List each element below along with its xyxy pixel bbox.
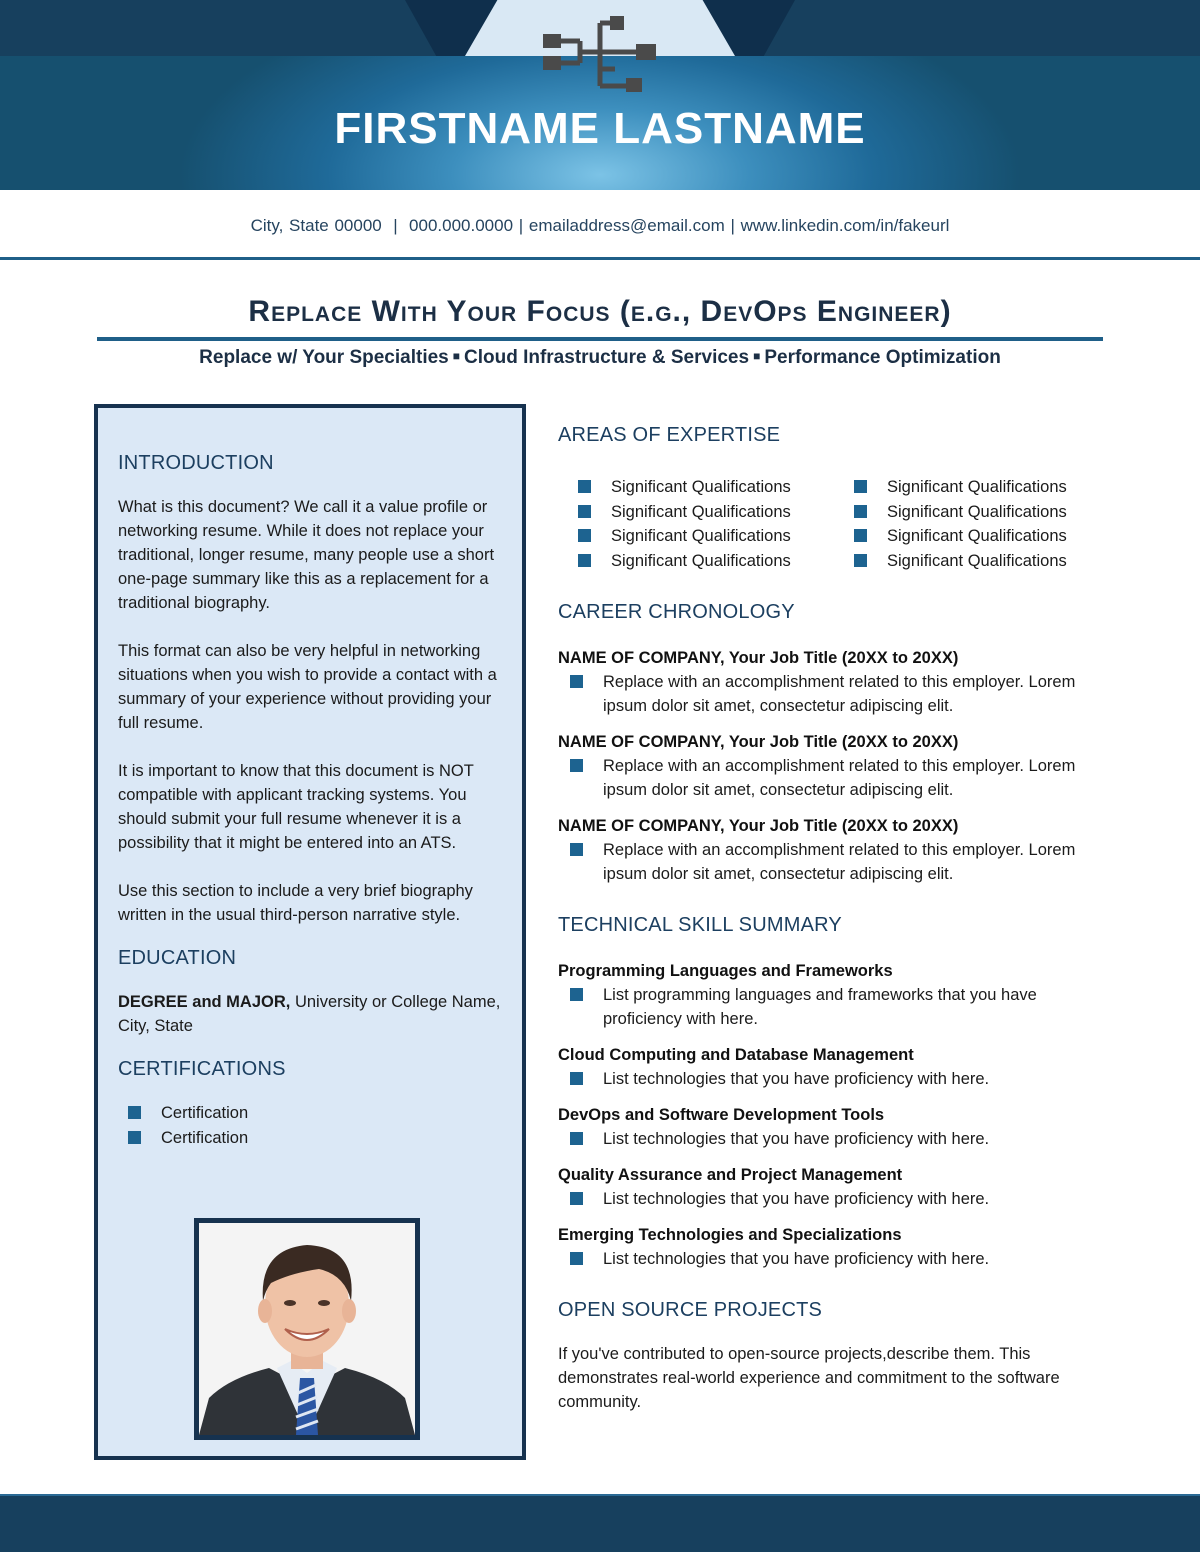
- expertise-item: Significant Qualifications: [834, 524, 1118, 549]
- bullet-square-icon: [570, 675, 583, 688]
- career-heading: CAREER CHRONOLOGY: [558, 601, 795, 623]
- specialty-item: Performance Optimization: [764, 347, 1001, 368]
- portrait-illustration: [199, 1223, 415, 1435]
- certification-item: Certification: [118, 1101, 503, 1126]
- open-source-heading: OPEN SOURCE PROJECTS: [558, 1299, 823, 1321]
- specialty-item: Replace w/ Your Specialties: [199, 347, 449, 368]
- skill-group-title: Quality Assurance and Project Management: [558, 1166, 903, 1184]
- job-entry: [558, 646, 1118, 718]
- skill-group-title: DevOps and Software Development Tools: [558, 1106, 885, 1124]
- bullet-square-icon: [570, 843, 583, 856]
- main-content-column: [558, 424, 1118, 1414]
- skill-bullet: List technologies that you have proficiency with here.: [558, 1127, 1118, 1151]
- expertise-grid: [558, 475, 1118, 573]
- footer-band: [0, 1496, 1200, 1552]
- expertise-item: Significant Qualifications: [558, 524, 834, 549]
- bullet-square-icon: [570, 1192, 583, 1205]
- job-title-line: NAME OF COMPANY, Your Job Title (20XX to 20XX): [558, 649, 959, 667]
- contact-divider: [0, 257, 1200, 260]
- intro-paragraph: What is this document? We call it a value profile or networking resume. While it does not replace your traditional, longer resume, many people use a short one-page summary like this as a replacement for a traditional biography.: [118, 498, 495, 612]
- skill-group: [558, 959, 1118, 1031]
- skill-group-title: Emerging Technologies and Specializations: [558, 1226, 902, 1244]
- certification-item: Certification: [118, 1126, 503, 1151]
- candidate-name: FIRSTNAME LASTNAME: [334, 104, 866, 153]
- skill-group-title: Cloud Computing and Database Management: [558, 1046, 914, 1064]
- specialties-line: Replace w/ Your Specialties ■ Cloud Infrastructure & Services ■ Performance Optimization: [199, 347, 1001, 368]
- bullet-square-icon: [578, 480, 591, 493]
- skill-group: [558, 1043, 1118, 1091]
- bullet-square-icon: [128, 1106, 141, 1119]
- job-bullet: Replace with an accomplishment related to this employer. Lorem ipsum dolor sit amet, consectetur adipiscing elit.: [558, 754, 1118, 802]
- bullet-square-icon: [854, 554, 867, 567]
- network-tree-icon: [540, 14, 660, 94]
- open-source-text: If you've contributed to open-source projects,describe them. This demonstrates real-world experience and commitment to the software community.: [558, 1345, 1060, 1411]
- expertise-item: Significant Qualifications: [834, 475, 1118, 500]
- intro-paragraph: This format can also be very helpful in networking situations when you wish to provide a contact with a summary of your experience without providing your full resume.: [118, 642, 497, 732]
- skill-group: [558, 1223, 1118, 1271]
- expertise-item: Significant Qualifications: [834, 549, 1118, 574]
- expertise-item: Significant Qualifications: [558, 500, 834, 525]
- specialty-item: Cloud Infrastructure & Services: [463, 347, 750, 368]
- header-banner: [0, 0, 1200, 190]
- intro-paragraph: Use this section to include a very brief biography written in the usual third-person narrative style.: [118, 882, 473, 924]
- certifications-heading: CERTIFICATIONS: [118, 1058, 286, 1080]
- job-bullet: Replace with an accomplishment related to this employer. Lorem ipsum dolor sit amet, consectetur adipiscing elit.: [558, 670, 1118, 718]
- profile-photo: [194, 1218, 420, 1440]
- skill-bullet: List technologies that you have proficiency with here.: [558, 1187, 1118, 1211]
- bullet-square-icon: [570, 1252, 583, 1265]
- job-title-line: NAME OF COMPANY, Your Job Title (20XX to 20XX): [558, 817, 959, 835]
- skill-bullet: List technologies that you have proficiency with here.: [558, 1247, 1118, 1271]
- education-degree: DEGREE and MAJOR,: [118, 993, 291, 1011]
- focus-title: Replace With Your Focus (e.g., DevOps Engineer): [248, 295, 952, 328]
- bullet-square-icon: [578, 554, 591, 567]
- bullet-square-icon: [570, 1072, 583, 1085]
- bullet-square-icon: [570, 988, 583, 1001]
- contact-line: City, State 00000 | 000.000.0000 | emailaddress@email.com | www.linkedin.com/in/fakeurl: [250, 216, 950, 235]
- skills-heading: TECHNICAL SKILL SUMMARY: [558, 914, 842, 936]
- bullet-square-icon: [854, 505, 867, 518]
- job-title-line: NAME OF COMPANY, Your Job Title (20XX to 20XX): [558, 733, 959, 751]
- skill-group-title: Programming Languages and Frameworks: [558, 962, 893, 980]
- bullet-square-icon: [570, 759, 583, 772]
- expertise-heading: AREAS OF EXPERTISE: [558, 424, 781, 446]
- expertise-item: Significant Qualifications: [558, 549, 834, 574]
- bullet-square-icon: [854, 480, 867, 493]
- education-entry: [118, 990, 503, 1038]
- job-bullet: Replace with an accomplishment related to this employer. Lorem ipsum dolor sit amet, consectetur adipiscing elit.: [558, 838, 1118, 886]
- skill-bullet: List programming languages and frameworks that you have proficiency with here.: [558, 983, 1118, 1031]
- expertise-item: Significant Qualifications: [558, 475, 834, 500]
- skill-group: [558, 1163, 1118, 1211]
- job-entry: [558, 730, 1118, 802]
- skill-bullet: List technologies that you have proficiency with here.: [558, 1067, 1118, 1091]
- left-sidebar-panel: [94, 404, 526, 1460]
- bullet-square-icon: [578, 529, 591, 542]
- bullet-square-icon: [570, 1132, 583, 1145]
- skill-group: [558, 1103, 1118, 1151]
- introduction-heading: INTRODUCTION: [118, 452, 274, 474]
- education-heading: EDUCATION: [118, 947, 237, 969]
- bullet-square-icon: [854, 529, 867, 542]
- bullet-square-icon: [578, 505, 591, 518]
- job-entry: [558, 814, 1118, 886]
- expertise-item: Significant Qualifications: [834, 500, 1118, 525]
- intro-paragraph: It is important to know that this document is NOT compatible with applicant tracking systems. You should submit your full resume whenever it is a possibility that it might be entered into an ATS.: [118, 762, 474, 852]
- education-school: University or College Name, City, State: [118, 993, 501, 1035]
- bullet-square-icon: [128, 1131, 141, 1144]
- focus-divider: [97, 337, 1103, 341]
